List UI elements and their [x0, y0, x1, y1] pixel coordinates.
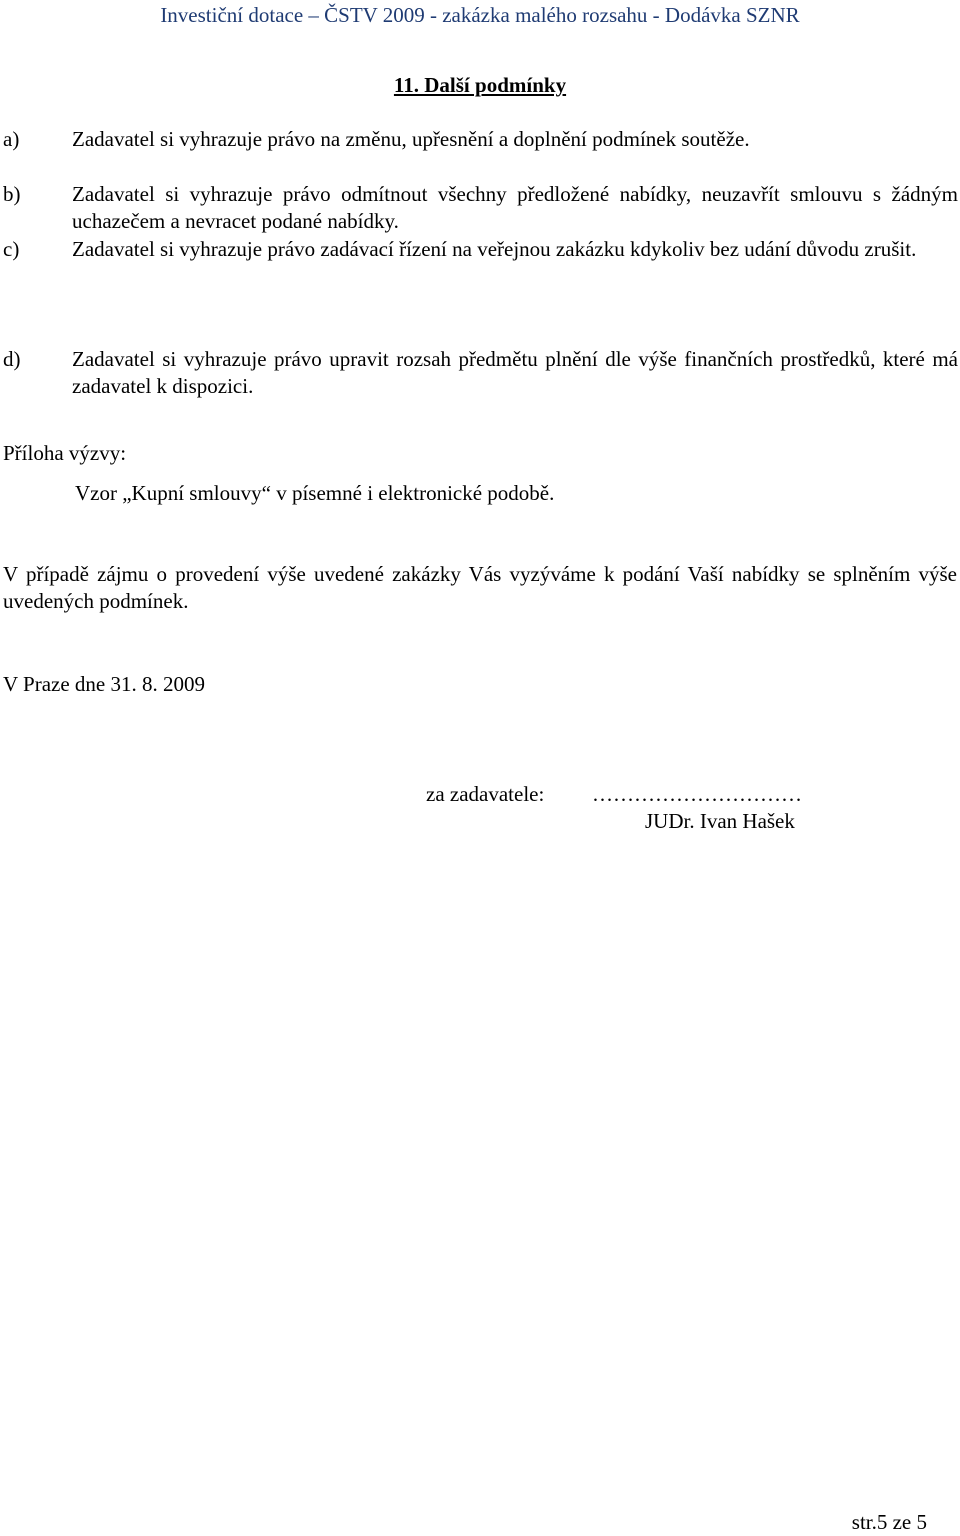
- condition-text-b: Zadavatel si vyhrazuje právo odmítnout všechny předložené nabídky, neuzavřít smlouvu s žádným uchazečem a nevracet podané nabídky.: [72, 182, 958, 233]
- place-date: V Praze dne 31. 8. 2009: [3, 672, 205, 696]
- condition-text-c: Zadavatel si vyhrazuje právo zadávací řízení na veřejnou zakázku kdykoliv bez udání důvodu zrušit.: [72, 237, 917, 261]
- condition-label-a: a): [3, 127, 20, 151]
- condition-item-c: [0, 236, 958, 263]
- condition-item-b: [0, 181, 958, 235]
- condition-label-d: d): [3, 347, 21, 371]
- attachment-text: Vzor „Kupní smlouvy“ v písemné i elektronické podobě.: [75, 481, 555, 505]
- signature-name: JUDr. Ivan Hašek: [645, 809, 795, 833]
- signature-line: …………………………: [592, 782, 802, 806]
- condition-item-a: [0, 126, 958, 153]
- condition-item-d: [0, 346, 958, 400]
- condition-text-d: Zadavatel si vyhrazuje právo upravit rozsah předmětu plnění dle výše finančních prostředků, které má zadavatel k dispozici.: [72, 347, 958, 398]
- signature-label: za zadavatele:: [426, 782, 545, 806]
- attachment-heading: Příloha výzvy:: [3, 441, 127, 465]
- condition-text-a: Zadavatel si vyhrazuje právo na změnu, upřesnění a doplnění podmínek soutěže.: [72, 127, 750, 151]
- closing-paragraph: V případě zájmu o provedení výše uvedené zakázky Vás vyzýváme k podání Vaší nabídky se splněním výše uvedených podmínek.: [3, 562, 957, 613]
- page-number: str.5 ze 5: [851, 1510, 927, 1534]
- condition-label-b: b): [3, 182, 21, 206]
- section-title: 11. Další podmínky: [393, 73, 567, 97]
- condition-label-c: c): [3, 237, 20, 261]
- page-header: Investiční dotace – ČSTV 2009 - zakázka malého rozsahu - Dodávka SZNR: [160, 3, 800, 27]
